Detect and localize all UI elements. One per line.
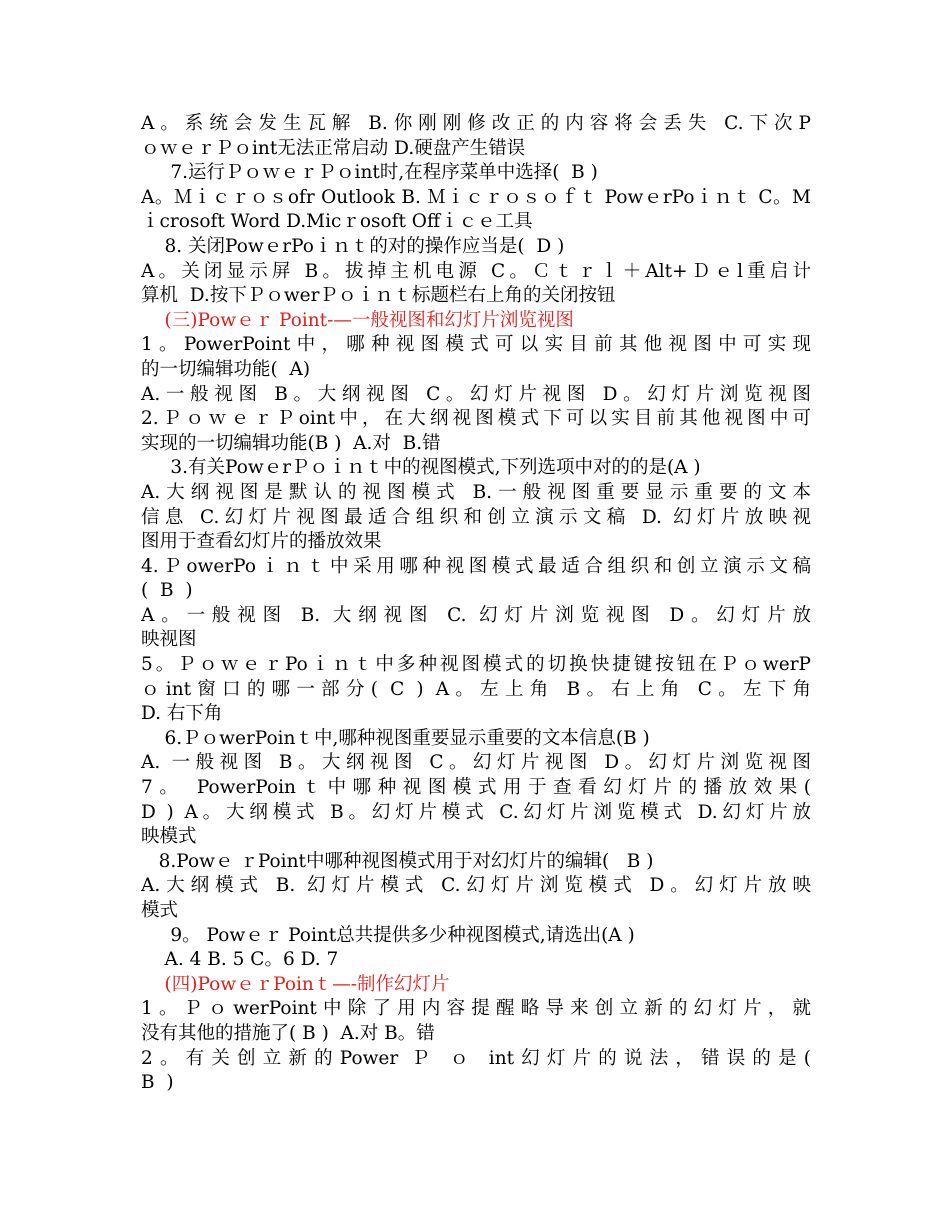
document-body	[141, 112, 811, 1096]
text-line: 5。ＰｏｗｅｒPoｉｎｔ中多种视图模式的切换快捷键按钮在ＰｏwerP	[141, 654, 811, 676]
text-line: 1。PowerPoint中，哪种视图模式可以实目前其他视图中可实现	[141, 334, 811, 356]
text-line: A.大纲模式 B. 幻灯片模式 C.幻灯片浏览模式 D。幻灯片放映	[141, 875, 811, 897]
text-line: 1。ＰｏwerPoint中除了用内容提醒略导来创立新的幻灯片，就	[141, 998, 811, 1020]
text-line: 映模式	[141, 826, 197, 848]
text-line: 4.ＰowerPoｉｎｔ中采用哪种视图模式最适合组织和创立演示文稿	[141, 555, 811, 577]
text-line: A. 4 B. 5 C。6 D. 7	[141, 949, 339, 971]
text-line: 映视图	[141, 629, 197, 651]
text-line: 模式	[141, 900, 179, 921]
text-line: 6.ＰｏwerPoinｔ中,哪种视图重要显示重要的文本信息(B )	[141, 727, 650, 749]
text-line: 7。 PowerPoinｔ中哪种视图模式用于查看幻灯片的播放效果(	[141, 777, 811, 799]
text-line: 7.运行ＰｏｗｅｒＰｏint时,在程序菜单中选择( B )	[141, 162, 598, 184]
text-line: 信息 C.幻灯片视图最适合组织和创立演示文稿 D. 幻灯片放映视	[141, 506, 811, 528]
text-line: 实现的一切编辑功能(B ) A.对 B.错	[141, 432, 441, 454]
text-line: ｉcrosoft Word D.Micｒosoft Offｉｃｅ工具	[141, 211, 533, 233]
text-line: D. 右下角	[141, 703, 223, 725]
text-line: D ) A。大纲模式 B。幻灯片模式 C.幻灯片浏览模式 D.幻灯片放	[141, 801, 811, 823]
text-line: ( B )	[141, 580, 193, 602]
text-line: 3.有关PowｅrＰｏｉｎｔ中的视图模式,下列选项中对的的是(A )	[141, 457, 701, 479]
section-heading: (四)PowｅｒPoinｔ—-制作幻灯片	[141, 973, 450, 995]
text-line: ｏint窗口的哪一部分( C ) A。左上角 B。右上角 C。左下角	[141, 678, 811, 700]
text-line: A.一般视图 B。大纲视图 C。幻灯片视图 D。幻灯片浏览视图	[141, 383, 811, 405]
text-line: 8.Powｅ ｒPoint中哪种视图模式用于对幻灯片的编辑( B )	[141, 850, 654, 872]
text-line: 8. 关闭PowｅrPoｉｎｔ的对的操作应当是( D )	[141, 235, 565, 257]
text-line: 2.ＰｏｗｅｒＰoint中，在大纲视图模式下可以实目前其他视图中可	[141, 408, 811, 430]
text-line: 的一切编辑功能( A)	[141, 358, 311, 380]
text-line: A。系统会发生瓦解 B.你刚刚修改正的内容将会丢失 C.下次P	[141, 113, 811, 134]
text-line: A。一般视图 B. 大纲视图 C. 幻灯片浏览视图 D。幻灯片放	[141, 604, 811, 626]
text-line: A.大纲视图是默认的视图模式 B.一般视图重要显示重要的文本	[141, 481, 811, 503]
text-line: 算机 D.按下ＰｏwerＰｏｉｎｔ标题栏右上角的关闭按钮	[141, 285, 616, 307]
text-line: 2。有关创立新的Power Ｐ ｏ int幻灯片的说法，错误的是(	[141, 1047, 811, 1069]
text-line: 没有其他的措施了( B ) A.对 B。错	[141, 1022, 435, 1044]
text-line: 图用于查看幻灯片的播放效果	[141, 531, 382, 553]
section-heading: (三)Powｅｒ Point-—一般视图和幻灯片浏览视图	[141, 309, 574, 331]
text-line: B )	[141, 1072, 174, 1094]
text-line: A. 一般视图 B。大纲视图 C。幻灯片视图 D。幻灯片浏览视图	[141, 752, 811, 774]
text-line: 9。 Powｅｒ Point总共提供多少种视图模式,请选出(A )	[141, 924, 635, 946]
text-line: A。Ｍｉｃｒｏｓofr Outlook B. Ｍｉｃｒｏｓｏｆｔ PowｅrPoｉｎｔ C。M	[141, 186, 811, 208]
text-line: ｏｗｅｒＰｏint无法正常启动 D.硬盘产生错误	[141, 137, 526, 159]
text-line: A。关闭显示屏 B。拔掉主机电源 C。Ｃｔｒｌ＋Alt+Ｄｅl重启计	[141, 260, 811, 282]
